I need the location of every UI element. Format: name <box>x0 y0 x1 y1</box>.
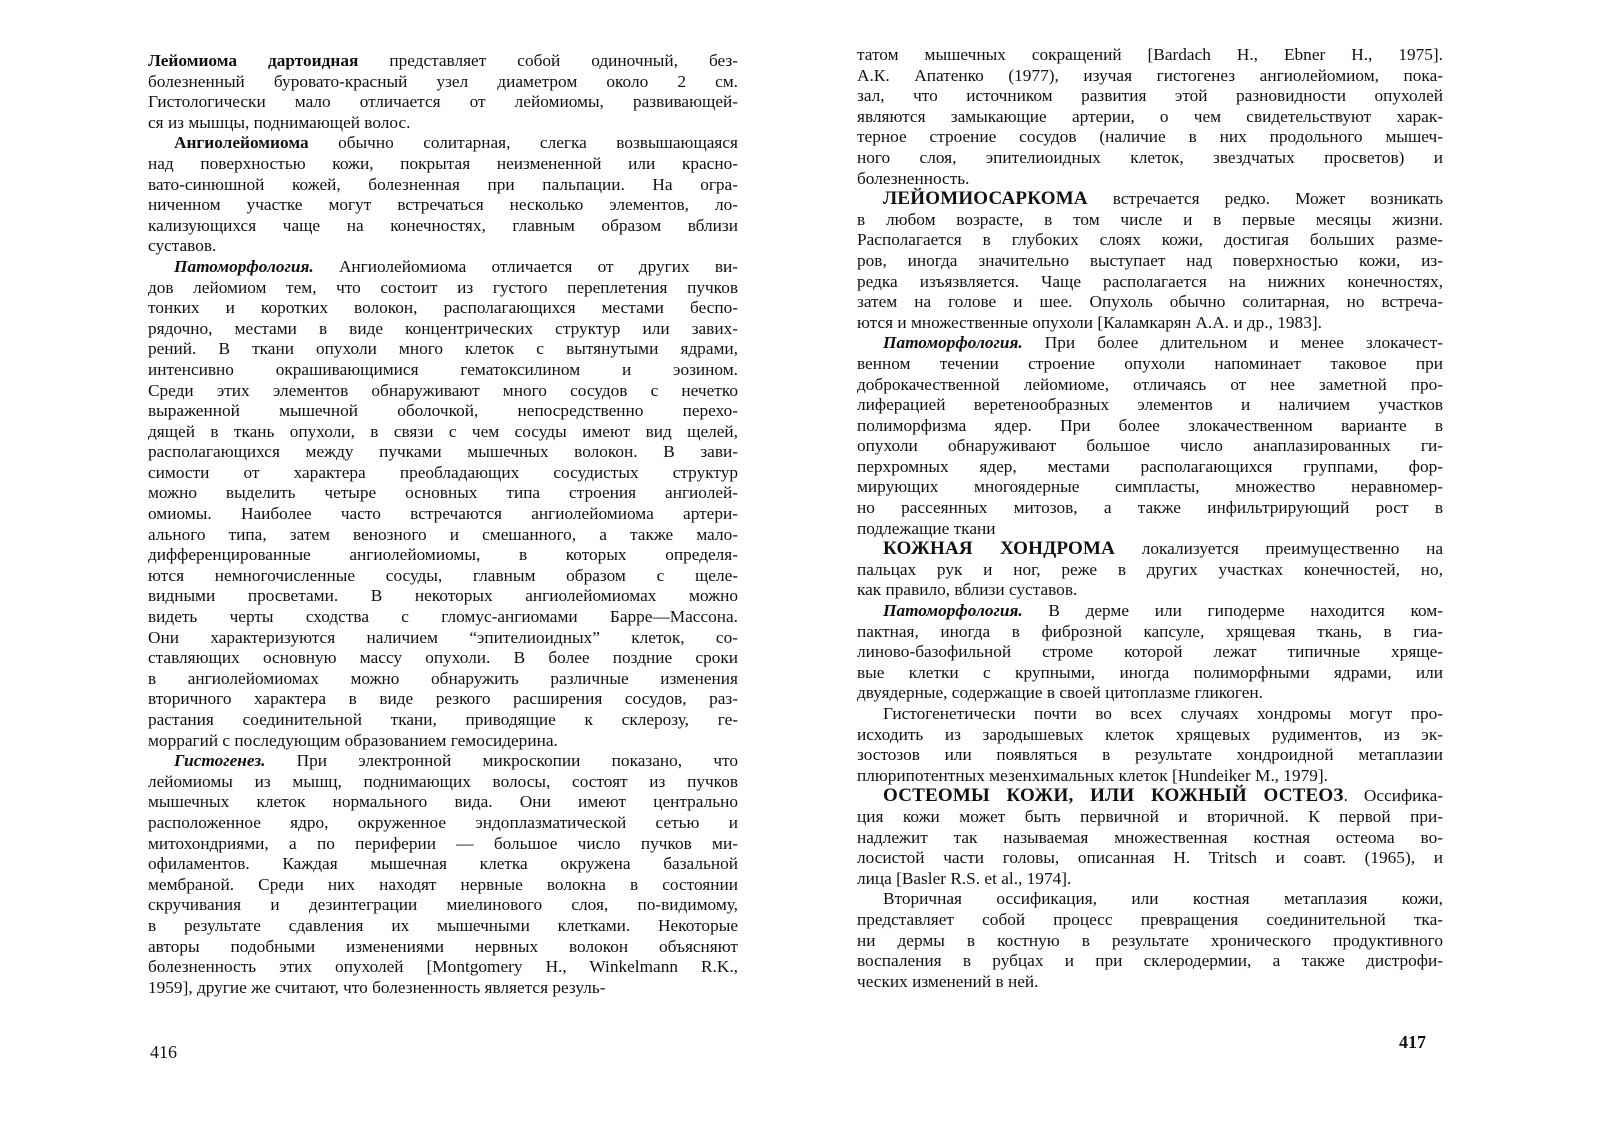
text-line: Лейомиома дартоидная представляет собой одиночный, без- <box>148 51 739 70</box>
text-line: КОЖНАЯ ХОНДРОМА локализуется преимущественно на <box>883 538 1444 560</box>
text-line: затем на голове и шее. Опухоль обычно солитарная, но встреча- <box>857 292 1443 312</box>
run-in-term: Патоморфология. <box>174 256 314 276</box>
text-line: Патоморфология. При более длительном и менее злокачест- <box>883 333 1443 353</box>
text-line: вые клетки с крупными, иногда полиморфными ядрами, или <box>857 662 1443 682</box>
text-line: омиомы. Наиболее часто встречаются ангиолейомиома артери- <box>148 504 738 524</box>
text-line: надлежит так называемая множественная костная остеома во- <box>857 827 1443 847</box>
run-in-term: Патоморфология. <box>883 601 1023 621</box>
text-line: исходить из зародышевых клеток хрящевых рудиментов, из эк- <box>857 724 1443 744</box>
text-line: ни дермы в костную в результате хронического продуктивного <box>857 930 1443 950</box>
text-line: кализующихся чаще на конечностях, главным образом вблизи <box>148 215 738 235</box>
text-line: лейомиомы из мышц, поднимающих волосы, состоят из пучков <box>148 771 738 791</box>
left-page-number: 416 <box>150 1042 177 1062</box>
text-line: пактная, иногда в фиброзной капсуле, хрящевая ткань, в гиа- <box>857 621 1443 641</box>
text-line: перхромных ядер, местами располагающихся группами, фор- <box>857 456 1443 476</box>
text-line: над поверхностью кожи, покрытая неизмененной или красно- <box>148 153 738 173</box>
text-line: опухоли обнаруживают большое число анаплазированных ги- <box>857 436 1443 456</box>
text-line: татом мышечных сокращений [Bardach H., Ebner H., 1975]. <box>857 45 1443 64</box>
section-heading: ЛЕЙОМИОСАРКОМА <box>883 188 1088 210</box>
section-heading: ОСТЕОМЫ КОЖИ, ИЛИ КОЖНЫЙ ОСТЕОЗ <box>883 785 1344 807</box>
text-line: рений. В ткани опухоли много клеток с вытянутыми ядрами, <box>148 339 738 359</box>
text-line: зостозов или появляться в результате хондроидной метаплазии <box>857 745 1443 765</box>
text-line: тонких и коротких волокон, располагающихся местами беспо- <box>148 298 738 318</box>
text-line: Гистологически мало отличается от лейомиомы, развивающей- <box>148 92 738 112</box>
text-line: А.К. Апатенко (1977), изучая гистогенез ангиолейомиом, пока- <box>857 65 1443 85</box>
text-line: ров, иногда значительно выступает над поверхностью кожи, из- <box>857 250 1443 270</box>
text-line: редка изъязвляется. Чаще располагается на нижних конечностях, <box>857 271 1443 291</box>
text-line: Патоморфология. Ангиолейомиома отличается от других ви- <box>174 256 738 276</box>
left-text-column <box>148 51 738 998</box>
text-line: мембраной. Среди них находят нервные волокна в состоянии <box>148 874 738 894</box>
text-line: интенсивно окрашивающимися гематоксилином и эозином. <box>148 359 738 379</box>
text-line: дифференцированные ангиолейомиомы, в которых определя- <box>148 545 738 565</box>
text-line: рядочно, местами в виде концентрических структур или завих- <box>148 318 738 338</box>
text-line: ются и множественные опухоли [Каламкарян А.А. и др., 1983]. <box>857 312 1322 332</box>
text-line: вато-синюшной кожей, болезненная при пальпации. На огра- <box>148 174 738 194</box>
text-line: мышечных клеток нормального вида. Они имеют центрально <box>148 792 738 812</box>
text-line: моррагий с последующим образованием гемосидерина. <box>148 730 558 750</box>
text-line: Располагается в глубоких слоях кожи, достигая больших разме- <box>857 230 1443 250</box>
text-line: в ангиолейомиомах можно обнаружить различные изменения <box>148 668 738 688</box>
text-line: офиламентов. Каждая мышечная клетка окружена базальной <box>148 854 738 874</box>
text-line: вторичного характера в виде резкого расширения сосудов, раз- <box>148 689 738 709</box>
text-line: лосистой части головы, описанная H. Tritsch и соавт. (1965), и <box>857 848 1443 868</box>
text-line: ЛЕЙОМИОСАРКОМА встречается редко. Может возникать <box>883 188 1443 210</box>
text-line: болезненность этих опухолей [Montgomery H., Winkelmann R.K., <box>148 957 738 977</box>
text-line: Ангиолейомиома обычно солитарная, слегка возвышающаяся <box>174 133 738 153</box>
text-line: в любом возрасте, в том числе и в первые месяцы жизни. <box>857 209 1443 229</box>
text-line: подлежащие ткани <box>857 518 996 538</box>
text-line: ального типа, затем венозного и смешанного, а также мало- <box>148 524 738 544</box>
text-line: но рассеянных митозов, а также инфильтрирующий рост в <box>857 498 1443 518</box>
text-line: Гистогенетически почти во всех случаях хондромы могут про- <box>883 704 1443 723</box>
text-line: Вторичная оссификация, или костная метаплазия кожи, <box>883 889 1443 909</box>
text-line: выраженной мышечной оболочкой, непосредственно перехо- <box>148 401 738 421</box>
text-line: располагающихся между пучками мышечных волокон. В зави- <box>148 442 738 462</box>
right-page-number: 417 <box>1399 1032 1426 1052</box>
text-line: ставляющих основную массу опухоли. В более поздние сроки <box>148 648 738 668</box>
text-line: доброкачественной лейомиоме, отличаясь от нее заметной про- <box>857 374 1443 394</box>
text-line: ция кожи может быть первичной и вторичной. К первой при- <box>857 806 1443 826</box>
text-line: ся из мышцы, поднимающей волос. <box>148 112 411 132</box>
text-line: ниченном участке могут встречаться несколько элементов, ло- <box>148 195 738 215</box>
right-text-column <box>857 45 1443 992</box>
text-line: зал, что источником развития этой разновидности опухолей <box>857 86 1443 106</box>
run-in-term: Патоморфология. <box>883 333 1023 353</box>
text-line: линово-базофильной строме которой лежат типичные хряще- <box>857 642 1443 662</box>
text-line: полиморфизма ядер. При более злокачественном варианте в <box>857 415 1443 435</box>
text-line: пальцах рук и ног, реже в других участках конечностей, но, <box>857 559 1443 579</box>
text-line: расположенное ядро, окруженное эндоплазматической сетью и <box>148 812 738 832</box>
run-in-term: Лейомиома дартоидная <box>148 51 359 70</box>
text-line: митохондриями, а по периферии — большое число пучков ми- <box>148 833 738 853</box>
text-line: болезненный буровато-красный узел диаметром около 2 см. <box>148 71 738 91</box>
text-line: лица [Basler R.S. et al., 1974]. <box>857 868 1072 888</box>
text-line: ческих изменений в ней. <box>857 971 1039 991</box>
text-line: скручивания и дезинтеграции миелинового слоя, по-видимому, <box>148 895 738 915</box>
text-line: в результате сдавления их мышечными клетками. Некоторые <box>148 915 738 935</box>
text-line: лиферацией веретенообразных элементов и наличием участков <box>857 395 1443 415</box>
text-line: суставов. <box>148 236 217 256</box>
text-line: видеть черты сходства с гломус-ангиомами Барре—Массона. <box>148 607 738 627</box>
text-line: Они характеризуются наличием “эпителиоидных” клеток, со- <box>148 627 738 647</box>
text-line: болезненность. <box>857 168 970 188</box>
text-line: Среди этих элементов обнаруживают много сосудов с нечетко <box>148 380 738 400</box>
text-line: авторы подобными изменениями нервных волокон объясняют <box>148 936 738 956</box>
run-in-term: Гистогенез. <box>174 751 266 771</box>
text-line: Патоморфология. В дерме или гиподерме находится ком- <box>883 601 1443 621</box>
text-line: венном течении строение опухоли напоминает таковое при <box>857 353 1443 373</box>
text-line: Гистогенез. При электронной микроскопии показано, что <box>174 751 738 771</box>
text-line: растания соединительной ткани, приводящие к склерозу, ге- <box>148 710 738 729</box>
text-line: плюрипотентных мезенхимальных клеток [Hundeiker M., 1979]. <box>857 765 1328 785</box>
text-line: двуядерные, содержащие в своей цитоплазме гликоген. <box>857 683 1263 703</box>
text-line: ОСТЕОМЫ КОЖИ, ИЛИ КОЖНЫЙ ОСТЕОЗ. Оссифика- <box>883 785 1443 807</box>
text-line: как правило, вблизи суставов. <box>857 580 1078 600</box>
text-line: 1959], другие же считают, что болезненность является резуль- <box>148 977 606 997</box>
text-line: можно выделить четыре основных типа строения ангиолей- <box>148 483 738 503</box>
section-heading: КОЖНАЯ ХОНДРОМА <box>883 538 1116 560</box>
text-line: воспаления в рубцах и при склеродермии, а также дистрофи- <box>857 951 1443 971</box>
text-line: дящей в ткань опухоли, в связи с чем сосуды имеют вид щелей, <box>148 421 738 441</box>
text-line: видными просветами. В некоторых ангиолейомиомах можно <box>148 586 738 606</box>
text-line: представляет собой процесс превращения соединительной тка- <box>857 909 1443 929</box>
text-line: ного слоя, эпителиоидных клеток, звездчатых просветов) и <box>857 147 1443 167</box>
text-line: симости от характера преобладающих сосудистых структур <box>148 462 738 482</box>
text-line: ются немногочисленные сосуды, главным образом с щеле- <box>148 565 738 585</box>
text-line: дов лейомиом тем, что состоит из густого переплетения пучков <box>148 277 738 297</box>
text-line: являются замыкающие артерии, о чем свидетельствуют харак- <box>857 106 1443 126</box>
text-line: терное строение сосудов (наличие в них продольного мышеч- <box>857 127 1443 147</box>
text-line: мирующих многоядерные симпласты, множество неравномер- <box>857 477 1443 497</box>
run-in-term: Ангиолейомиома <box>174 133 309 153</box>
